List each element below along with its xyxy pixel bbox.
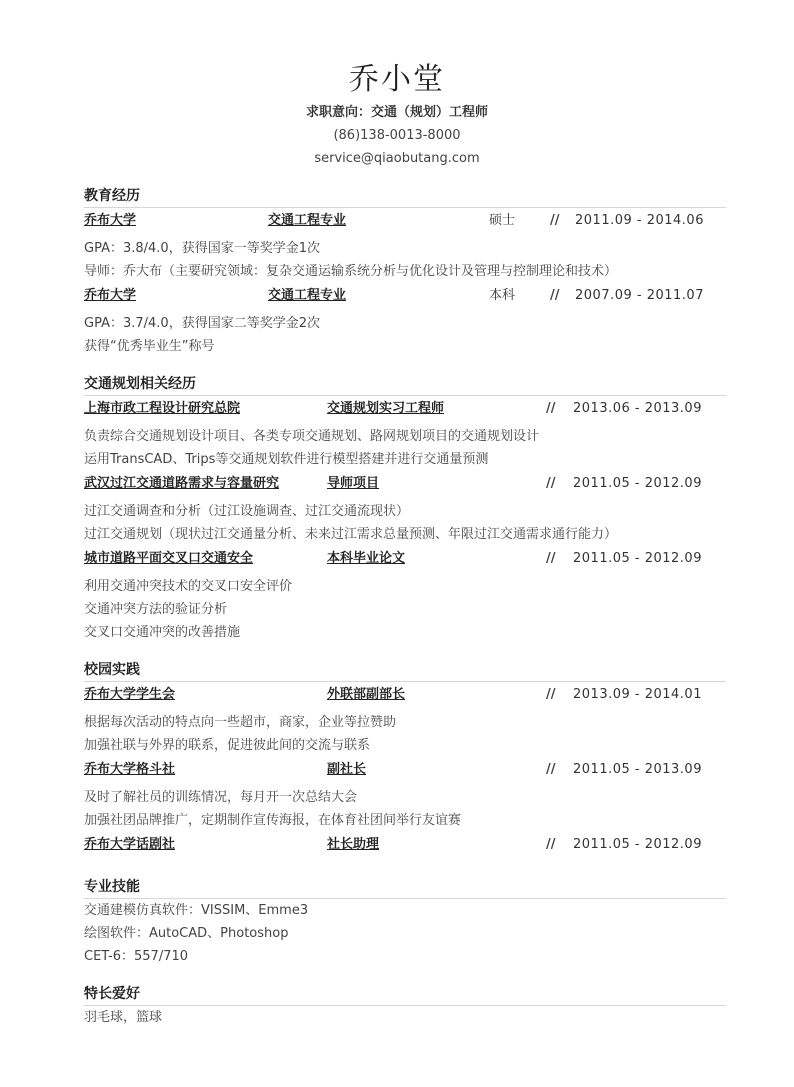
separator: // <box>550 288 560 303</box>
separator: // <box>550 213 560 228</box>
campus-entry-header <box>84 682 726 707</box>
detail-line: 获得“优秀毕业生”称号 <box>84 339 215 354</box>
detail-line: 加强社联与外界的联系，促进彼此间的交流与联系 <box>84 738 371 753</box>
organization-name: 城市道路平面交叉口交通安全 <box>84 551 254 566</box>
detail-line: GPA：3.8/4.0，获得国家一等奖学金1次 <box>84 241 320 256</box>
section-title: 校园实践 <box>84 659 726 682</box>
degree: 硕士 <box>489 213 516 228</box>
date-range: 2013.06 - 2013.09 <box>573 401 702 416</box>
separator: // <box>546 837 556 852</box>
date-range: 2011.05 - 2012.09 <box>573 476 702 491</box>
major-name: 交通工程专业 <box>268 213 347 228</box>
experience-entry-header <box>84 546 726 571</box>
campus-entry-header <box>84 832 726 857</box>
detail-line: 交叉口交通冲突的改善措施 <box>84 625 241 640</box>
skill-line: CET-6：557/710 <box>84 949 189 964</box>
detail-line: 加强社团品牌推广，定期制作宣传海报，在体育社团间举行友谊赛 <box>84 813 462 828</box>
phone-number: (86)138-0013-8000 <box>333 128 461 143</box>
section-title: 专业技能 <box>84 876 726 899</box>
detail-line: 根据每次活动的特点向一些超市，商家，企业等拉赞助 <box>84 715 397 730</box>
detail-line: 负责综合交通规划设计项目、各类专项交通规划、路网规划项目的交通规划设计 <box>84 429 540 444</box>
experience-entry-header <box>84 396 726 421</box>
experience-section <box>84 373 726 644</box>
date-range: 2011.05 - 2012.09 <box>573 551 702 566</box>
detail-line: 过江交通规划（现状过江交通量分析、未来过江需求总量预测、年限过江交通需求通行能力） <box>84 527 618 542</box>
date-range: 2007.09 - 2011.07 <box>575 288 704 303</box>
detail-line: 利用交通冲突技术的交叉口安全评价 <box>84 579 293 594</box>
separator: // <box>546 401 556 416</box>
education-entry-header <box>84 283 726 308</box>
detail-line: 导师：乔大布（主要研究领域：复杂交通运输系统分析与优化设计及管理与控制理论和技术） <box>84 264 618 279</box>
job-intent: 求职意向：交通（规划）工程师 <box>305 105 488 120</box>
hobby-line: 羽毛球，篮球 <box>84 1010 163 1025</box>
role-name: 导师项目 <box>327 476 380 491</box>
experience-entry-header <box>84 471 726 496</box>
campus-section <box>84 659 726 857</box>
major-name: 交通工程专业 <box>268 288 347 303</box>
separator: // <box>546 762 556 777</box>
role-name: 外联部副部长 <box>327 687 406 702</box>
email-address: service@qiaobutang.com <box>314 151 480 166</box>
separator: // <box>546 687 556 702</box>
organization-name: 武汉过江交通道路需求与容量研究 <box>84 476 280 491</box>
section-title: 教育经历 <box>84 185 726 208</box>
campus-entry-header <box>84 757 726 782</box>
detail-line: 运用TransCAD、Trips等交通规划软件进行模型搭建并进行交通量预测 <box>84 452 489 467</box>
organization-name: 乔布大学格斗社 <box>84 762 176 777</box>
education-entry-header <box>84 208 726 233</box>
hobbies-section <box>84 983 726 1029</box>
detail-line: 交通冲突方法的验证分析 <box>84 602 228 617</box>
organization-name: 乔布大学话剧社 <box>84 837 176 852</box>
date-range: 2011.05 - 2012.09 <box>573 837 702 852</box>
separator: // <box>546 476 556 491</box>
role-name: 社长助理 <box>327 837 380 852</box>
role-name: 本科毕业论文 <box>327 551 406 566</box>
skill-line: 绘图软件：AutoCAD、Photoshop <box>84 926 289 941</box>
detail-line: 及时了解社员的训练情况，每月开一次总结大会 <box>84 790 358 805</box>
separator: // <box>546 551 556 566</box>
school-name: 乔布大学 <box>84 213 137 228</box>
role-name: 交通规划实习工程师 <box>327 401 445 416</box>
education-section <box>84 185 726 358</box>
detail-line: GPA：3.7/4.0，获得国家二等奖学金2次 <box>84 316 320 331</box>
skill-line: 交通建模仿真软件：VISSIM、Emme3 <box>84 903 309 918</box>
section-title: 交通规划相关经历 <box>84 373 726 396</box>
degree: 本科 <box>489 288 516 303</box>
detail-line: 过江交通调查和分析（过江设施调查、过江交通流现状） <box>84 504 410 519</box>
date-range: 2011.09 - 2014.06 <box>575 213 704 228</box>
resume-header <box>0 60 794 170</box>
skills-section <box>84 876 726 968</box>
date-range: 2011.05 - 2013.09 <box>573 762 702 777</box>
organization-name: 乔布大学学生会 <box>84 687 176 702</box>
date-range: 2013.09 - 2014.01 <box>573 687 702 702</box>
role-name: 副社长 <box>327 762 367 777</box>
applicant-name: 乔小堂 <box>349 62 445 97</box>
school-name: 乔布大学 <box>84 288 137 303</box>
section-title: 特长爱好 <box>84 983 726 1006</box>
organization-name: 上海市政工程设计研究总院 <box>84 401 241 416</box>
